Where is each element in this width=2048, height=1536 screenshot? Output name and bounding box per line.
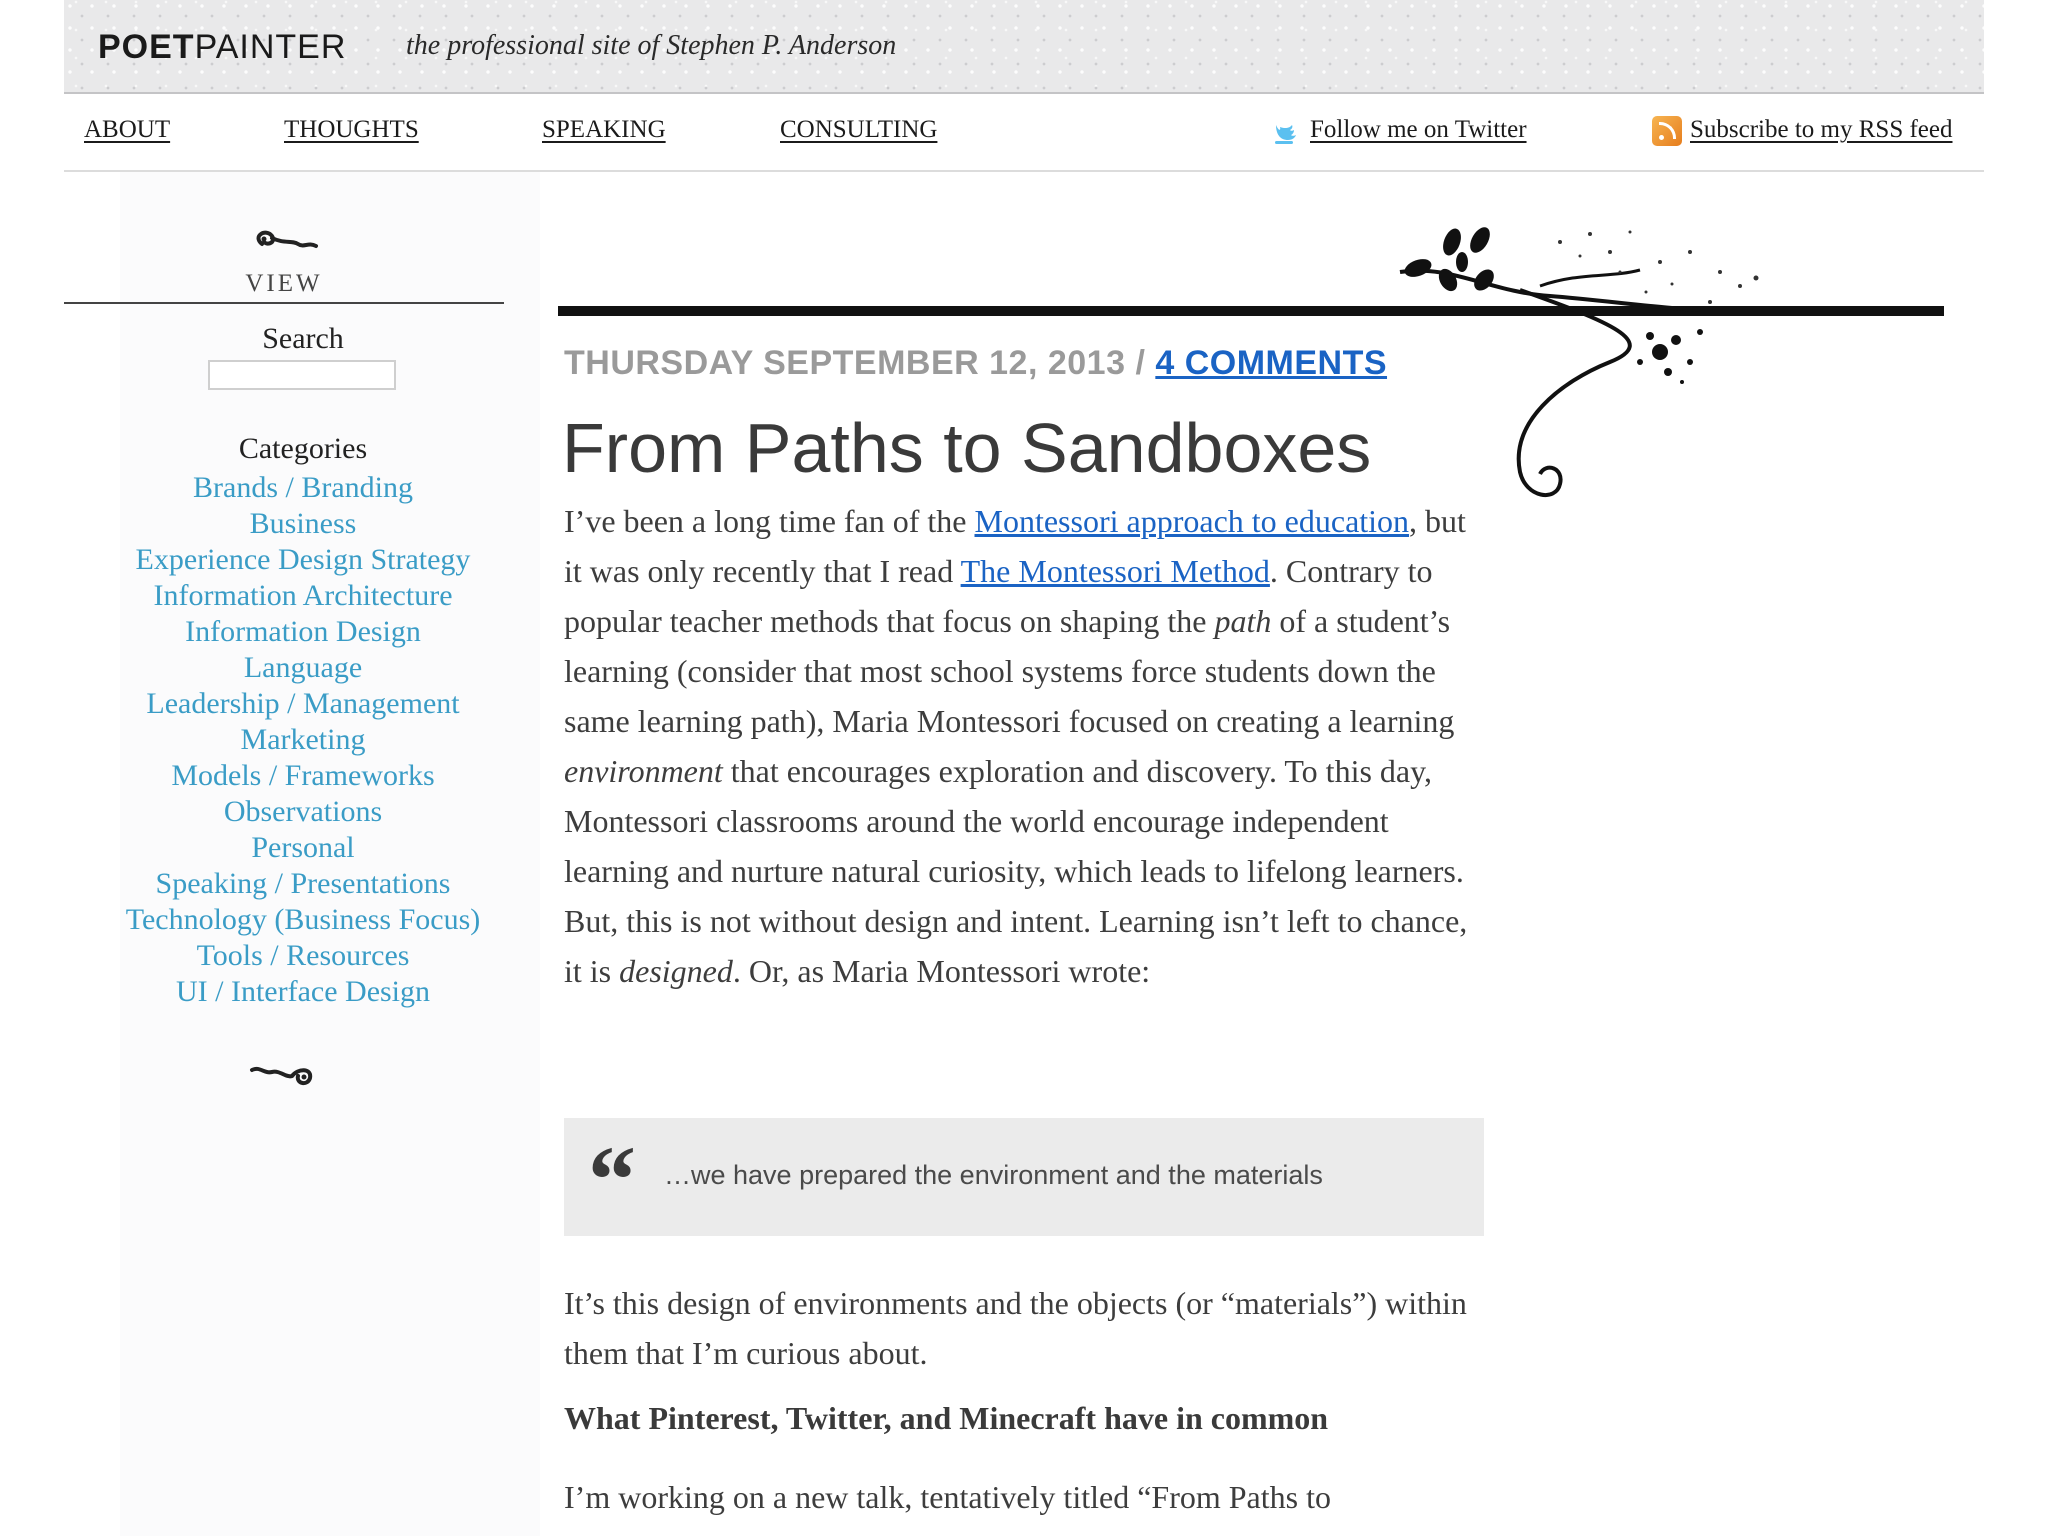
site-header: [64, 0, 1984, 94]
list-item: [64, 902, 542, 938]
flourish-ornament-icon: [248, 1056, 320, 1090]
emphasis-text: environment: [564, 753, 723, 789]
view-label: VIEW: [245, 270, 323, 297]
logo-rest-text: PAINTER: [194, 28, 347, 66]
site-tagline: the professional site of Stephen P. Anderson: [406, 30, 897, 61]
category-link[interactable]: Experience Design Strategy: [135, 543, 471, 576]
nav-consulting[interactable]: CONSULTING: [780, 116, 938, 143]
category-link[interactable]: Models / Frameworks: [171, 759, 435, 792]
post-paragraph: It’s this design of environments and the objects (or “materials”) within them that I’m curious about.: [564, 1285, 1467, 1371]
view-divider: [64, 302, 504, 304]
rss-feed-icon[interactable]: [1652, 116, 1682, 146]
quote-text: …we have prepared the environment and the materials: [664, 1160, 1323, 1190]
paragraph-text: I’ve been a long time fan of the: [564, 503, 975, 539]
rss-subscribe-link[interactable]: Subscribe to my RSS feed: [1690, 116, 1953, 143]
category-link[interactable]: Tools / Resources: [196, 939, 410, 972]
montessori-approach-link[interactable]: Montessori approach to education: [974, 503, 1410, 539]
category-link[interactable]: Language: [243, 651, 363, 684]
post-paragraph: I’m working on a new talk, tentatively titled “From Paths to: [564, 1479, 1331, 1515]
list-item: [64, 578, 542, 614]
paragraph-text: . Or, as Maria Montessori wrote:: [732, 953, 1151, 989]
post-date: THURSDAY SEPTEMBER 12, 2013: [564, 344, 1126, 382]
category-link[interactable]: Observations: [223, 795, 383, 828]
search-input[interactable]: [208, 360, 396, 390]
post-subheading: What Pinterest, Twitter, and Minecraft have in common: [564, 1400, 1329, 1436]
list-item: [64, 974, 542, 1010]
category-link[interactable]: UI / Interface Design: [175, 975, 431, 1008]
search-label: Search: [262, 322, 344, 355]
list-item: [64, 758, 542, 794]
site-logo[interactable]: [98, 28, 346, 67]
paragraph-text: , but it was only recently that I read: [564, 503, 1466, 589]
category-link[interactable]: Marketing: [240, 723, 366, 756]
logo-bold-text: POET: [98, 28, 195, 66]
categories-list: [64, 470, 542, 1010]
list-item: [64, 830, 542, 866]
list-item: [64, 722, 542, 758]
category-link[interactable]: Business: [249, 507, 357, 540]
list-item: [64, 938, 542, 974]
nav-thoughts[interactable]: THOUGHTS: [284, 116, 419, 143]
list-item: [64, 506, 542, 542]
list-item: [64, 866, 542, 902]
category-link[interactable]: Information Architecture: [153, 579, 453, 612]
nav-about[interactable]: ABOUT: [84, 116, 171, 143]
category-link[interactable]: Information Design: [185, 615, 421, 648]
main-nav: [64, 94, 1984, 172]
list-item: [64, 794, 542, 830]
list-item: [64, 542, 542, 578]
emphasis-text: designed: [619, 953, 733, 989]
emphasis-text: path: [1214, 603, 1272, 639]
post-meta: [564, 344, 1387, 383]
categories-title: Categories: [238, 432, 368, 465]
twitter-bird-icon[interactable]: [1270, 118, 1300, 148]
category-link[interactable]: Technology (Business Focus): [125, 903, 481, 936]
montessori-method-link[interactable]: The Montessori Method: [960, 553, 1270, 589]
blockquote: [564, 1118, 1484, 1236]
meta-separator: /: [1135, 344, 1146, 382]
post-title: From Paths to Sandboxes: [562, 409, 1372, 487]
post-paragraph: [564, 496, 1484, 996]
category-link[interactable]: Brands / Branding: [193, 471, 413, 504]
quote-mark-icon: “: [588, 1126, 636, 1233]
flourish-ornament-icon: [248, 226, 320, 260]
twitter-follow-link[interactable]: Follow me on Twitter: [1310, 116, 1527, 143]
paragraph-text: of a student’s learning (consider that most school systems force students down the same learning path), Maria Montessori focused on creating a learning: [564, 603, 1455, 739]
paragraph-text: . Contrary to popular teacher methods that focus on shaping the: [564, 553, 1433, 639]
comments-link[interactable]: 4 COMMENTS: [1155, 344, 1388, 382]
paragraph-text: that encourages exploration and discovery. To this day, Montessori classrooms around the world encourage independent learning and nurture natural curiosity, which leads to lifelong learners. But, this is not without design and intent. Learning isn’t left to chance, it is: [564, 753, 1468, 989]
category-link[interactable]: Speaking / Presentations: [155, 867, 451, 900]
category-link[interactable]: Leadership / Management: [146, 687, 460, 720]
list-item: [64, 650, 542, 686]
list-item: [64, 686, 542, 722]
nav-speaking[interactable]: SPEAKING: [542, 116, 666, 143]
vine-branch-ornament: [1360, 212, 1830, 512]
list-item: [64, 614, 542, 650]
list-item: [64, 470, 542, 506]
category-link[interactable]: Personal: [251, 831, 355, 864]
